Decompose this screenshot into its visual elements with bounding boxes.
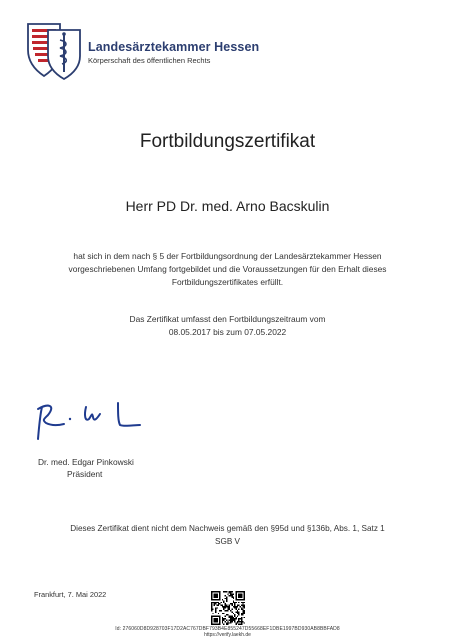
document-id: Id: 276060D8D928703F17D2AC767DBF793B4E855247D55668EF1DBE1997BD930AB8BBFAD8 [115,626,340,632]
verification-qr-code[interactable] [211,591,245,625]
organization-subtitle: Körperschaft des öffentlichen Rechts [88,56,211,65]
signature-image [34,393,144,445]
certificate-title: Fortbildungszertifikat [139,131,316,152]
disclaimer [25,522,430,548]
period-line: 08.05.2017 bis zum 07.05.2022 [168,327,287,337]
signatory-name: Dr. med. Edgar Pinkowski [38,457,134,467]
period-line: Das Zertifikat umfasst den Fortbildungszeitraum vom [129,314,326,324]
disclaimer-line: SGB V [214,537,241,546]
statement-line: Fortbildungszertifikates erfüllt. [171,277,284,287]
certificate-statement [30,250,425,289]
organization-name: Landesärztekammer Hessen [88,40,260,54]
verify-link[interactable]: https://verify.laekh.de [204,632,251,638]
statement-line: vorgeschriebenen Umfang fortgebildet und die Voraussetzungen für den Erhalt dieses [68,264,387,274]
certificate-period [30,313,425,339]
chamber-logo [26,22,82,80]
disclaimer-line: Dieses Zertifikat dient nicht dem Nachweis gemäß den §95d und §136b, Abs. 1, Satz 1 [70,524,385,533]
recipient-name: Herr PD Dr. med. Arno Bacskulin [125,198,330,214]
signatory-role: Präsident [67,469,103,479]
statement-line: hat sich in dem nach § 5 der Fortbildungsordnung der Landesärztekammer Hessen [73,251,382,261]
place-and-date: Frankfurt, 7. Mai 2022 [34,590,107,599]
